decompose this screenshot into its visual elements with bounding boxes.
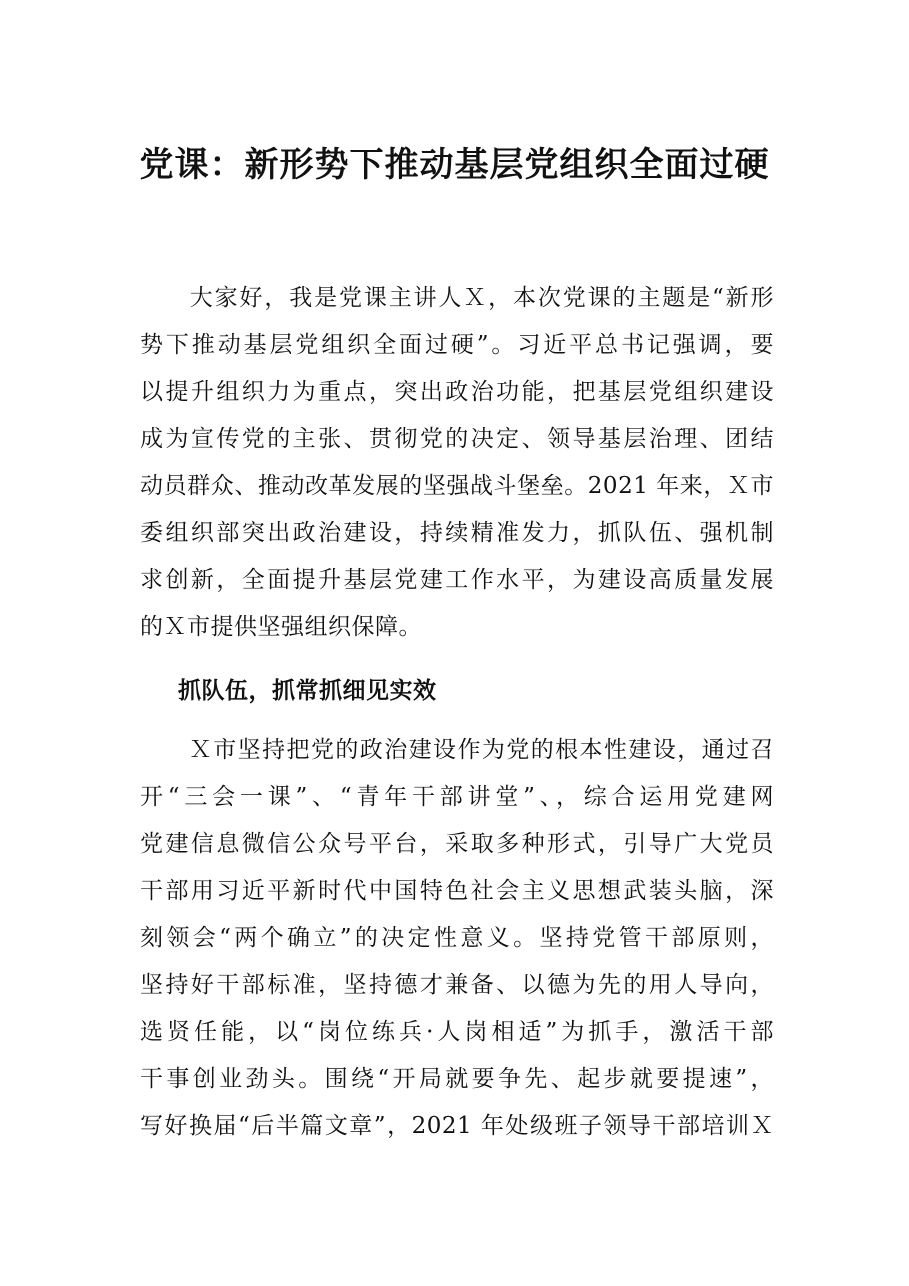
section-paragraph	[140, 727, 774, 1150]
paragraph-line: 干事创业劲头。围绕“开局就要争先、起步就要提速”，	[140, 1066, 774, 1092]
document-title: 党课：新形势下推动基层党组织全面过硬	[139, 145, 770, 185]
paragraph-line: 以提升组织力为重点，突出政治功能，把基层党组织建设	[140, 379, 774, 405]
paragraph-line: 坚持好干部标准，坚持德才兼备、以德为先的用人导向，	[140, 972, 774, 998]
paragraph-line: 求创新，全面提升基层党建工作水平，为建设高质量发展	[140, 567, 774, 593]
paragraph-line: 选贤任能，以“岗位练兵·人岗相适”为抓手，激活干部	[140, 1019, 774, 1045]
intro-paragraph	[140, 275, 774, 651]
paragraph-line: 动员群众、推动改革发展的坚强战斗堡垒。2021 年来，Ｘ市	[140, 473, 774, 499]
paragraph-line: 党建信息微信公众号平台，采取多种形式，引导广大党员	[140, 831, 774, 857]
paragraph-line: 势下推动基层党组织全面过硬”。习近平总书记强调，要	[140, 332, 774, 358]
paragraph-line: 干部用习近平新时代中国特色社会主义思想武装头脑，深	[140, 878, 774, 904]
paragraph-line: 委组织部突出政治建设，持续精准发力，抓队伍、强机制	[140, 520, 774, 546]
paragraph-line: 刻领会“两个确立”的决定性意义。坚持党管干部原则，	[140, 925, 774, 951]
paragraph-line: 写好换届“后半篇文章”，2021 年处级班子领导干部培训Ｘ	[140, 1113, 774, 1139]
paragraph-line: 成为宣传党的主张、贯彻党的决定、领导基层治理、团结	[140, 426, 774, 452]
paragraph-line: 开“三会一课”、“青年干部讲堂”、，综合运用党建网	[140, 784, 774, 810]
paragraph-line: 的Ｘ市提供坚强组织保障。	[140, 614, 422, 640]
paragraph-line: 大家好，我是党课主讲人Ｘ，本次党课的主题是“新形	[140, 285, 774, 311]
section-heading: 抓队伍，抓常抓细见实效	[178, 677, 437, 704]
paragraph-line: Ｘ市坚持把党的政治建设作为党的根本性建设，通过召	[140, 737, 774, 763]
